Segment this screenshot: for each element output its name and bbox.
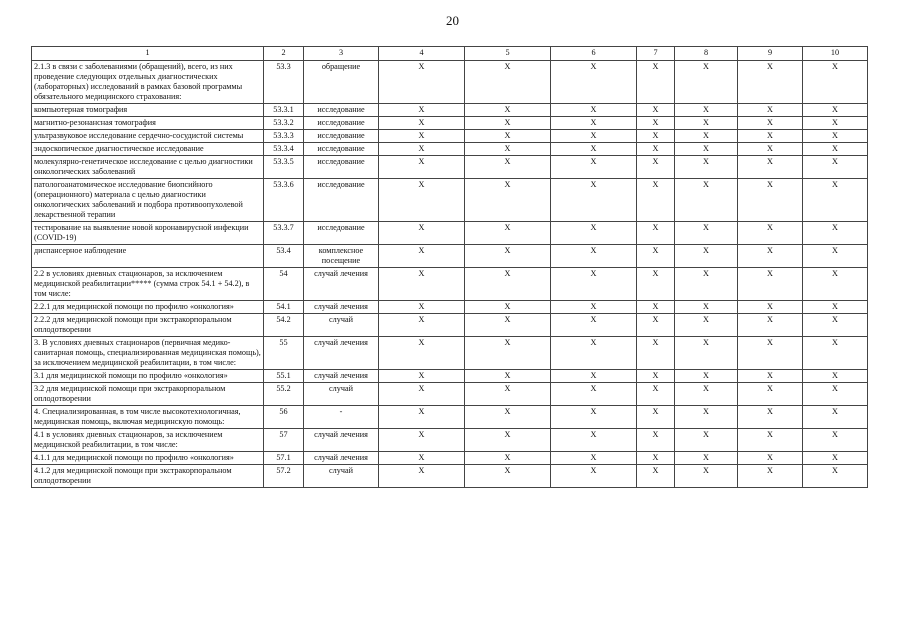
header-cell: 1 bbox=[32, 47, 264, 61]
value-cell: X bbox=[738, 337, 803, 370]
row-unit-cell: случай лечения bbox=[304, 268, 379, 301]
value-cell: X bbox=[637, 156, 675, 179]
header-cell: 8 bbox=[675, 47, 738, 61]
value-cell: X bbox=[738, 452, 803, 465]
row-unit-cell: исследование bbox=[304, 222, 379, 245]
value-cell: X bbox=[803, 383, 868, 406]
value-cell: X bbox=[465, 370, 551, 383]
value-cell: X bbox=[675, 61, 738, 104]
value-cell: X bbox=[465, 179, 551, 222]
row-unit-cell: обращение bbox=[304, 61, 379, 104]
value-cell: X bbox=[803, 452, 868, 465]
row-code-cell: 55.2 bbox=[264, 383, 304, 406]
value-cell: X bbox=[637, 61, 675, 104]
row-unit-cell: исследование bbox=[304, 143, 379, 156]
row-unit-cell: случай лечения bbox=[304, 337, 379, 370]
header-cell: 10 bbox=[803, 47, 868, 61]
value-cell: X bbox=[465, 406, 551, 429]
header-cell: 5 bbox=[465, 47, 551, 61]
row-name-cell: 4.1.2 для медицинской помощи при экстракорпоральном оплодотворении bbox=[32, 465, 264, 488]
value-cell: X bbox=[379, 143, 465, 156]
row-unit-cell: случай bbox=[304, 383, 379, 406]
value-cell: X bbox=[379, 301, 465, 314]
value-cell: X bbox=[738, 268, 803, 301]
value-cell: X bbox=[803, 301, 868, 314]
value-cell: X bbox=[551, 156, 637, 179]
value-cell: X bbox=[379, 222, 465, 245]
table-row bbox=[32, 301, 868, 314]
row-unit-cell: случай лечения bbox=[304, 301, 379, 314]
row-name-cell: патологоанатомическое исследование биопсийного (операционного) материала с целью диагностики онкологических заболеваний и подбора противоопухолевой лекарственной терапии bbox=[32, 179, 264, 222]
row-unit-cell: случай bbox=[304, 314, 379, 337]
value-cell: X bbox=[637, 222, 675, 245]
value-cell: X bbox=[803, 130, 868, 143]
value-cell: X bbox=[803, 179, 868, 222]
row-name-cell: тестирование на выявление новой коронавирусной инфекции (COVID-19) bbox=[32, 222, 264, 245]
table-row bbox=[32, 406, 868, 429]
value-cell: X bbox=[637, 465, 675, 488]
row-name-cell: 3.2 для медицинской помощи при экстракорпоральном оплодотворении bbox=[32, 383, 264, 406]
value-cell: X bbox=[379, 156, 465, 179]
value-cell: X bbox=[803, 222, 868, 245]
value-cell: X bbox=[675, 130, 738, 143]
row-code-cell: 57.2 bbox=[264, 465, 304, 488]
row-name-cell: магнитно-резонансная томография bbox=[32, 117, 264, 130]
value-cell: X bbox=[379, 268, 465, 301]
value-cell: X bbox=[637, 143, 675, 156]
value-cell: X bbox=[803, 117, 868, 130]
value-cell: X bbox=[465, 222, 551, 245]
value-cell: X bbox=[465, 268, 551, 301]
table-row bbox=[32, 156, 868, 179]
table-row bbox=[32, 452, 868, 465]
value-cell: X bbox=[675, 301, 738, 314]
value-cell: X bbox=[379, 383, 465, 406]
table-row bbox=[32, 130, 868, 143]
value-cell: X bbox=[379, 337, 465, 370]
value-cell: X bbox=[738, 117, 803, 130]
row-code-cell: 57 bbox=[264, 429, 304, 452]
value-cell: X bbox=[738, 245, 803, 268]
value-cell: X bbox=[803, 314, 868, 337]
value-cell: X bbox=[379, 452, 465, 465]
value-cell: X bbox=[803, 61, 868, 104]
value-cell: X bbox=[738, 383, 803, 406]
row-unit-cell: исследование bbox=[304, 179, 379, 222]
value-cell: X bbox=[637, 314, 675, 337]
value-cell: X bbox=[675, 429, 738, 452]
value-cell: X bbox=[637, 179, 675, 222]
value-cell: X bbox=[379, 61, 465, 104]
value-cell: X bbox=[551, 301, 637, 314]
value-cell: X bbox=[637, 130, 675, 143]
table-row bbox=[32, 465, 868, 488]
value-cell: X bbox=[803, 406, 868, 429]
value-cell: X bbox=[465, 383, 551, 406]
value-cell: X bbox=[738, 61, 803, 104]
value-cell: X bbox=[738, 301, 803, 314]
table-row bbox=[32, 61, 868, 104]
value-cell: X bbox=[637, 337, 675, 370]
value-cell: X bbox=[637, 268, 675, 301]
value-cell: X bbox=[551, 245, 637, 268]
value-cell: X bbox=[551, 314, 637, 337]
row-code-cell: 54.2 bbox=[264, 314, 304, 337]
row-code-cell: 53.3.4 bbox=[264, 143, 304, 156]
row-code-cell: 54.1 bbox=[264, 301, 304, 314]
value-cell: X bbox=[803, 156, 868, 179]
row-name-cell: компьютерная томография bbox=[32, 104, 264, 117]
value-cell: X bbox=[738, 465, 803, 488]
table-row bbox=[32, 429, 868, 452]
table-row bbox=[32, 383, 868, 406]
table-row bbox=[32, 117, 868, 130]
row-name-cell: 4.1 в условиях дневных стационаров, за исключением медицинской реабилитации, в том числе: bbox=[32, 429, 264, 452]
table-row bbox=[32, 245, 868, 268]
row-name-cell: 2.1.3 в связи с заболеваниями (обращений), всего, из них проведение следующих отдельных диагностических (лабораторных) исследований в рамках базовой программы обязательного медицинского страхования: bbox=[32, 61, 264, 104]
value-cell: X bbox=[675, 465, 738, 488]
row-name-cell: эндоскопическое диагностическое исследование bbox=[32, 143, 264, 156]
row-unit-cell: - bbox=[304, 406, 379, 429]
value-cell: X bbox=[379, 314, 465, 337]
row-code-cell: 53.3.3 bbox=[264, 130, 304, 143]
row-name-cell: 4.1.1 для медицинской помощи по профилю «онкология» bbox=[32, 452, 264, 465]
row-unit-cell: случай лечения bbox=[304, 452, 379, 465]
value-cell: X bbox=[465, 117, 551, 130]
table-row bbox=[32, 179, 868, 222]
value-cell: X bbox=[675, 179, 738, 222]
value-cell: X bbox=[738, 143, 803, 156]
value-cell: X bbox=[379, 465, 465, 488]
value-cell: X bbox=[465, 337, 551, 370]
table-row bbox=[32, 222, 868, 245]
row-code-cell: 53.3 bbox=[264, 61, 304, 104]
value-cell: X bbox=[675, 104, 738, 117]
row-code-cell: 54 bbox=[264, 268, 304, 301]
value-cell: X bbox=[738, 130, 803, 143]
value-cell: X bbox=[675, 452, 738, 465]
row-code-cell: 53.3.5 bbox=[264, 156, 304, 179]
value-cell: X bbox=[803, 268, 868, 301]
value-cell: X bbox=[379, 179, 465, 222]
value-cell: X bbox=[675, 370, 738, 383]
value-cell: X bbox=[738, 314, 803, 337]
value-cell: X bbox=[637, 452, 675, 465]
row-code-cell: 55 bbox=[264, 337, 304, 370]
table-row bbox=[32, 370, 868, 383]
row-unit-cell: исследование bbox=[304, 104, 379, 117]
value-cell: X bbox=[803, 465, 868, 488]
value-cell: X bbox=[803, 337, 868, 370]
row-code-cell: 53.3.6 bbox=[264, 179, 304, 222]
value-cell: X bbox=[551, 406, 637, 429]
table-row bbox=[32, 268, 868, 301]
row-unit-cell: случай bbox=[304, 465, 379, 488]
value-cell: X bbox=[803, 143, 868, 156]
value-cell: X bbox=[379, 117, 465, 130]
value-cell: X bbox=[675, 245, 738, 268]
row-name-cell: 2.2.2 для медицинской помощи при экстракорпоральном оплодотворении bbox=[32, 314, 264, 337]
value-cell: X bbox=[738, 156, 803, 179]
value-cell: X bbox=[551, 143, 637, 156]
value-cell: X bbox=[551, 61, 637, 104]
value-cell: X bbox=[551, 130, 637, 143]
row-name-cell: ультразвуковое исследование сердечно-сосудистой системы bbox=[32, 130, 264, 143]
row-code-cell: 57.1 bbox=[264, 452, 304, 465]
row-name-cell: 4. Специализированная, в том числе высокотехнологичная, медицинская помощь, включая медицинскую помощь: bbox=[32, 406, 264, 429]
value-cell: X bbox=[465, 452, 551, 465]
value-cell: X bbox=[738, 370, 803, 383]
table-row bbox=[32, 104, 868, 117]
value-cell: X bbox=[465, 314, 551, 337]
value-cell: X bbox=[738, 222, 803, 245]
value-cell: X bbox=[379, 245, 465, 268]
row-unit-cell: комплексное посещение bbox=[304, 245, 379, 268]
row-name-cell: 3. В условиях дневных стационаров (первичная медико-санитарная помощь, специализированная медицинская помощь), за исключением медицинской реабилитации, в том числе: bbox=[32, 337, 264, 370]
row-unit-cell: исследование bbox=[304, 130, 379, 143]
value-cell: X bbox=[465, 429, 551, 452]
value-cell: X bbox=[465, 465, 551, 488]
row-name-cell: 2.2.1 для медицинской помощи по профилю «онкология» bbox=[32, 301, 264, 314]
value-cell: X bbox=[551, 429, 637, 452]
value-cell: X bbox=[465, 156, 551, 179]
data-table bbox=[31, 46, 868, 488]
value-cell: X bbox=[637, 370, 675, 383]
value-cell: X bbox=[803, 429, 868, 452]
header-cell: 9 bbox=[738, 47, 803, 61]
row-code-cell: 55.1 bbox=[264, 370, 304, 383]
value-cell: X bbox=[738, 104, 803, 117]
table-row bbox=[32, 314, 868, 337]
row-unit-cell: исследование bbox=[304, 156, 379, 179]
value-cell: X bbox=[675, 406, 738, 429]
value-cell: X bbox=[637, 383, 675, 406]
row-unit-cell: случай лечения bbox=[304, 429, 379, 452]
value-cell: X bbox=[379, 130, 465, 143]
value-cell: X bbox=[675, 383, 738, 406]
value-cell: X bbox=[738, 406, 803, 429]
value-cell: X bbox=[551, 465, 637, 488]
header-cell: 4 bbox=[379, 47, 465, 61]
value-cell: X bbox=[675, 156, 738, 179]
value-cell: X bbox=[465, 301, 551, 314]
row-name-cell: молекулярно-генетическое исследование с целью диагностики онкологических заболеваний bbox=[32, 156, 264, 179]
row-unit-cell: исследование bbox=[304, 117, 379, 130]
value-cell: X bbox=[465, 61, 551, 104]
value-cell: X bbox=[465, 104, 551, 117]
value-cell: X bbox=[465, 245, 551, 268]
table-row bbox=[32, 143, 868, 156]
value-cell: X bbox=[379, 429, 465, 452]
value-cell: X bbox=[637, 117, 675, 130]
header-cell: 2 bbox=[264, 47, 304, 61]
value-cell: X bbox=[637, 429, 675, 452]
value-cell: X bbox=[465, 130, 551, 143]
value-cell: X bbox=[637, 245, 675, 268]
row-unit-cell: случай лечения bbox=[304, 370, 379, 383]
row-name-cell: 2.2 в условиях дневных стационаров, за исключением медицинской реабилитации***** (сумма строк 54.1 + 54.2), в том числе: bbox=[32, 268, 264, 301]
value-cell: X bbox=[551, 383, 637, 406]
row-code-cell: 53.4 bbox=[264, 245, 304, 268]
header-row bbox=[32, 47, 868, 61]
value-cell: X bbox=[675, 268, 738, 301]
value-cell: X bbox=[551, 222, 637, 245]
value-cell: X bbox=[675, 314, 738, 337]
value-cell: X bbox=[551, 268, 637, 301]
value-cell: X bbox=[675, 143, 738, 156]
value-cell: X bbox=[803, 104, 868, 117]
value-cell: X bbox=[738, 179, 803, 222]
table-row bbox=[32, 337, 868, 370]
value-cell: X bbox=[551, 104, 637, 117]
value-cell: X bbox=[637, 406, 675, 429]
row-code-cell: 53.3.1 bbox=[264, 104, 304, 117]
value-cell: X bbox=[803, 370, 868, 383]
value-cell: X bbox=[551, 452, 637, 465]
value-cell: X bbox=[675, 337, 738, 370]
value-cell: X bbox=[379, 104, 465, 117]
value-cell: X bbox=[675, 117, 738, 130]
value-cell: X bbox=[637, 104, 675, 117]
row-code-cell: 53.3.7 bbox=[264, 222, 304, 245]
value-cell: X bbox=[379, 370, 465, 383]
row-code-cell: 53.3.2 bbox=[264, 117, 304, 130]
value-cell: X bbox=[803, 245, 868, 268]
value-cell: X bbox=[379, 406, 465, 429]
value-cell: X bbox=[551, 117, 637, 130]
value-cell: X bbox=[738, 429, 803, 452]
header-cell: 7 bbox=[637, 47, 675, 61]
value-cell: X bbox=[551, 337, 637, 370]
value-cell: X bbox=[551, 179, 637, 222]
value-cell: X bbox=[465, 143, 551, 156]
row-code-cell: 56 bbox=[264, 406, 304, 429]
value-cell: X bbox=[675, 222, 738, 245]
page-number: 20 bbox=[446, 13, 459, 28]
value-cell: X bbox=[551, 370, 637, 383]
header-cell: 6 bbox=[551, 47, 637, 61]
header-cell: 3 bbox=[304, 47, 379, 61]
row-name-cell: диспансерное наблюдение bbox=[32, 245, 264, 268]
row-name-cell: 3.1 для медицинской помощи по профилю «онкология» bbox=[32, 370, 264, 383]
value-cell: X bbox=[637, 301, 675, 314]
